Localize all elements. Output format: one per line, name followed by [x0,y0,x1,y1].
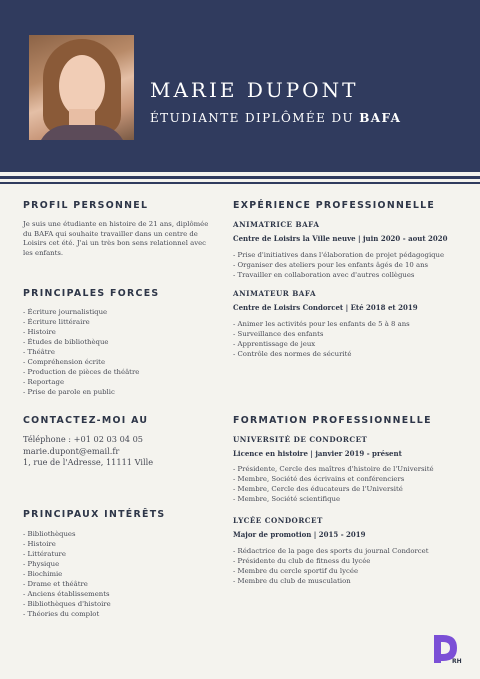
list-item: - Organiser des ateliers pour les enfants âgés de 10 ans [233,261,429,269]
list-item: - Membre, Cercle des éducateurs de l'Université [233,485,403,493]
contact-email[interactable]: marie.dupont@email.fr [23,445,120,456]
contact-heading: CONTACTEZ-MOI AU [23,415,149,426]
list-item: - Prise de parole en public [23,388,115,396]
header-banner [0,0,480,172]
experience-heading: EXPÉRIENCE PROFESSIONNELLE [233,200,436,211]
strengths-heading: PRINCIPALES FORCES [23,288,160,299]
list-item: - Membre, Société des écrivains et conférenciers [233,475,405,483]
list-item: - Membre du cercle sportif du lycée [233,567,359,575]
list-item: - Apprentissage de jeux [233,340,316,348]
header-divider [0,176,480,179]
list-item: - Théories du complot [23,610,100,618]
list-item: - Écriture littéraire [23,318,90,326]
rh-logo-icon [428,632,462,666]
list-item: - Études de bibliothèque [23,338,109,346]
school-degree: Major de promotion | 2015 - 2019 [233,530,366,539]
list-item: - Contrôle des normes de sécurité [233,350,352,358]
job-duties-list [233,250,444,280]
list-item: - Travailler en collaboration avec d'autres collègues [233,271,415,279]
profile-photo [29,35,134,140]
contact-info [23,434,153,469]
person-name: MARIE DUPONT [150,78,359,102]
job-org: Centre de Loisirs Condorcet | Eté 2018 et 2019 [233,303,418,312]
list-item: - Animer les activités pour les enfants de 5 à 8 ans [233,320,410,328]
job-role: ANIMATEUR BAFA [233,289,317,298]
list-item: - Écriture journalistique [23,308,108,316]
list-item: - Membre du club de musculation [233,577,351,585]
interests-heading: PRINCIPAUX INTÉRÊTS [23,509,166,520]
list-item: - Présidente du club de fitness du lycée [233,557,371,565]
list-item: - Prise d'initiatives dans l'élaboration de projet pédagogique [233,251,445,259]
contact-phone: Téléphone : +01 02 03 04 05 [23,434,144,444]
list-item: - Rédactrice de la page des sports du journal Condorcet [233,547,429,555]
svg-text:RH: RH [452,658,462,665]
list-item: - Reportage [23,378,65,386]
list-item: - Drame et théâtre [23,580,88,588]
list-item: - Histoire [23,328,56,336]
list-item: - Biochimie [23,570,63,578]
list-item: - Physique [23,560,60,568]
list-item: - Bibliothèques [23,530,76,538]
list-item: - Histoire [23,540,56,548]
list-item: - Présidente, Cercle des maîtres d'histoire de l'Université [233,465,434,473]
school-activities-list [233,546,428,586]
list-item: - Production de pièces de théâtre [23,368,140,376]
school-degree: Licence en histoire | janvier 2019 - présent [233,449,402,458]
list-item: - Théâtre [23,348,55,356]
profile-heading: PROFIL PERSONNEL [23,200,149,211]
list-item: - Anciens établissements [23,590,110,598]
school-name: LYCÉE CONDORCET [233,516,323,525]
contact-address: 1, rue de l'Adresse, 11111 Ville [23,457,154,468]
job-org: Centre de Loisirs la Ville neuve | juin 2020 - aout 2020 [233,234,448,243]
education-heading: FORMATION PROFESSIONNELLE [233,415,432,426]
school-activities-list [233,464,434,504]
job-duties-list [233,319,410,359]
interests-list [23,529,111,619]
header-divider-thin [0,182,480,184]
list-item: - Compréhension écrite [23,358,106,366]
profile-text: Je suis une étudiante en histoire de 21 ans, diplômée du BAFA qui souhaite travailler dans un centre de Loisirs cet été. J'ai un très bon sens relationnel avec les enfants. [23,220,209,257]
list-item: - Littérature [23,550,66,558]
strengths-list [23,307,139,397]
job-role: ANIMATRICE BAFA [233,220,320,229]
list-item: - Bibliothèques d'histoire [23,600,111,608]
list-item: - Membre, Société scientifique [233,495,341,503]
school-name: UNIVERSITÉ DE CONDORCET [233,435,368,444]
list-item: - Surveillance des enfants [233,330,324,338]
person-title: ÉTUDIANTE DIPLÔMÉE DU BAFA [150,111,402,125]
